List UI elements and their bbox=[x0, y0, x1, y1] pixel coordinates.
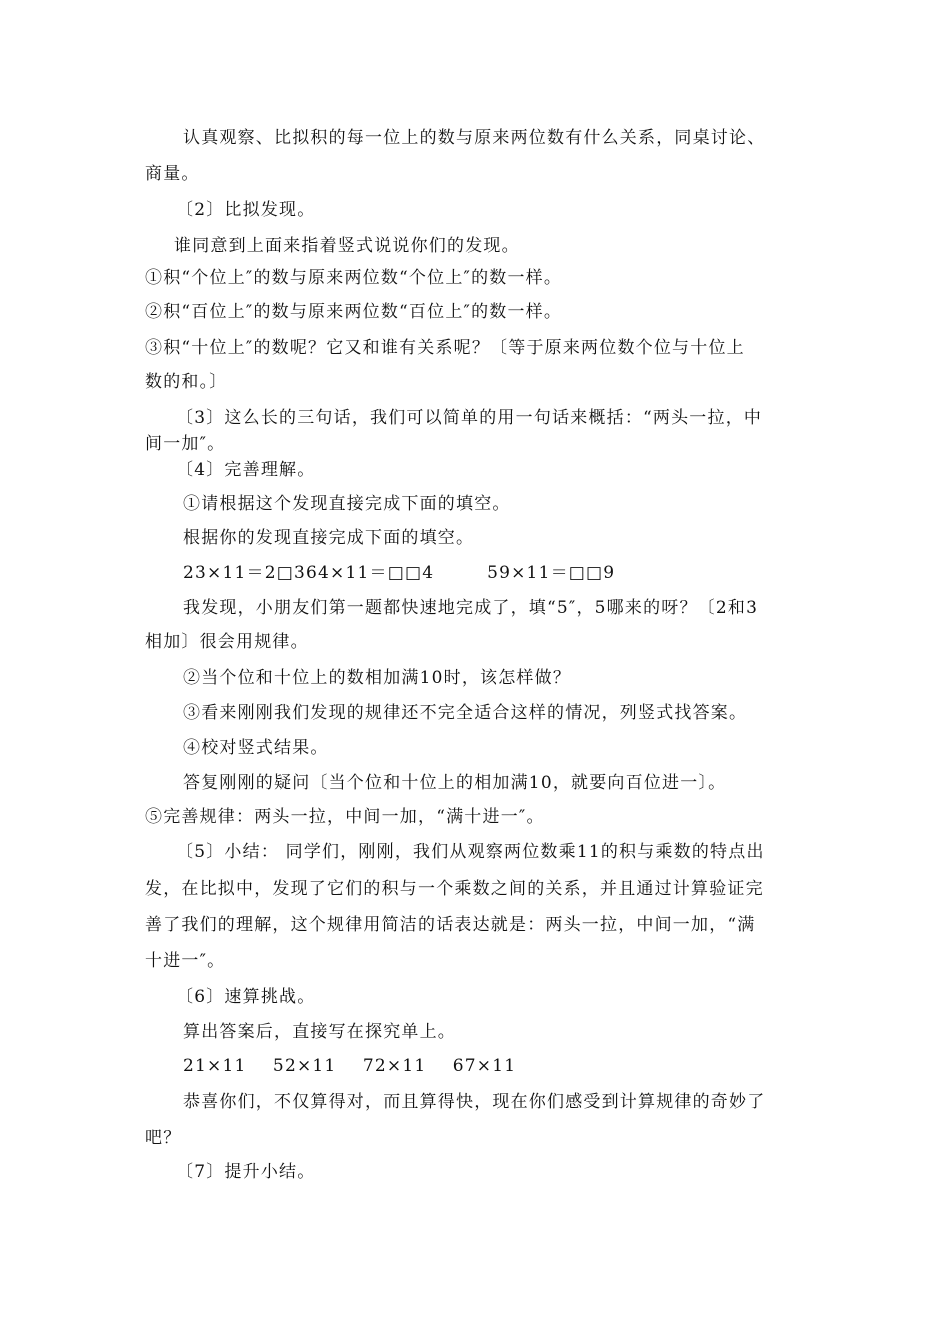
paragraph-line: 我发现，小朋友们第一题都快速地完成了，填“5″，5哪来的呀？〔2和3 bbox=[183, 598, 759, 618]
paragraph-line: 算出答案后，直接写在探究单上。 bbox=[183, 1022, 456, 1042]
section-heading: 〔4〕完善理解。 bbox=[176, 460, 316, 480]
paragraph-line: 发，在比拟中，发现了它们的积与一个乘数之间的关系，并且通过计算验证完 bbox=[145, 879, 764, 899]
paragraph-line: 认真观察、比拟积的每一位上的数与原来两位数有什么关系，同桌讨论、 bbox=[183, 128, 766, 148]
list-item: ①积“个位上″的数与原来两位数“个位上″的数一样。 bbox=[145, 268, 563, 288]
paragraph-line: 商量。 bbox=[145, 164, 200, 184]
section-heading: 〔7〕提升小结。 bbox=[176, 1162, 316, 1182]
paragraph-line: 数的和。〕 bbox=[145, 372, 228, 392]
list-item: ⑤完善规律：两头一拉，中间一加，“满十进一″。 bbox=[145, 807, 545, 827]
list-item: ④校对竖式结果。 bbox=[183, 738, 329, 758]
list-item: ③积“十位上″的数呢？它又和谁有关系呢？〔等于原来两位数个位与十位上 bbox=[145, 338, 745, 358]
list-item: ③看来刚刚我们发现的规律还不完全适合这样的情况，列竖式找答案。 bbox=[183, 703, 748, 723]
paragraph-line: 谁同意到上面来指着竖式说说你们的发现。 bbox=[174, 236, 520, 256]
paragraph-line: 根据你的发现直接完成下面的填空。 bbox=[183, 528, 475, 548]
math-exercise: 21×11 52×11 72×11 67×11 bbox=[183, 1056, 517, 1076]
paragraph-line: 善了我们的理解，这个规律用简洁的话表达就是：两头一拉，中间一加，“满 bbox=[145, 915, 756, 935]
paragraph-line: 相加〕很会用规律。 bbox=[145, 632, 309, 652]
list-item: ①请根据这个发现直接完成下面的填空。 bbox=[183, 494, 511, 514]
paragraph-line: 间一加″。 bbox=[145, 434, 226, 454]
math-exercise: 23×11＝2□364×11＝□□4 59×11＝□□9 bbox=[183, 563, 616, 583]
paragraph-line: 十进一″。 bbox=[145, 951, 226, 971]
section-heading: 〔6〕速算挑战。 bbox=[176, 987, 316, 1007]
paragraph-line: 恭喜你们，不仅算得对，而且算得快，现在你们感受到计算规律的奇妙了 bbox=[183, 1092, 766, 1112]
list-item: ②当个位和十位上的数相加满10时，该怎样做？ bbox=[183, 668, 572, 688]
section-heading: 〔5〕小结： 同学们，刚刚，我们从观察两位数乘11的积与乘数的特点出 bbox=[176, 842, 765, 862]
section-heading: 〔2〕比拟发现。 bbox=[176, 200, 316, 220]
list-item: ②积“百位上″的数与原来两位数“百位上″的数一样。 bbox=[145, 302, 563, 322]
paragraph-line: 吧？ bbox=[145, 1128, 182, 1148]
section-heading: 〔3〕这么长的三句话，我们可以简单的用一句话来概括：“两头一拉，中 bbox=[176, 408, 763, 428]
paragraph-line: 答复刚刚的疑问〔当个位和十位上的相加满10，就要向百位进一〕。 bbox=[183, 773, 727, 793]
